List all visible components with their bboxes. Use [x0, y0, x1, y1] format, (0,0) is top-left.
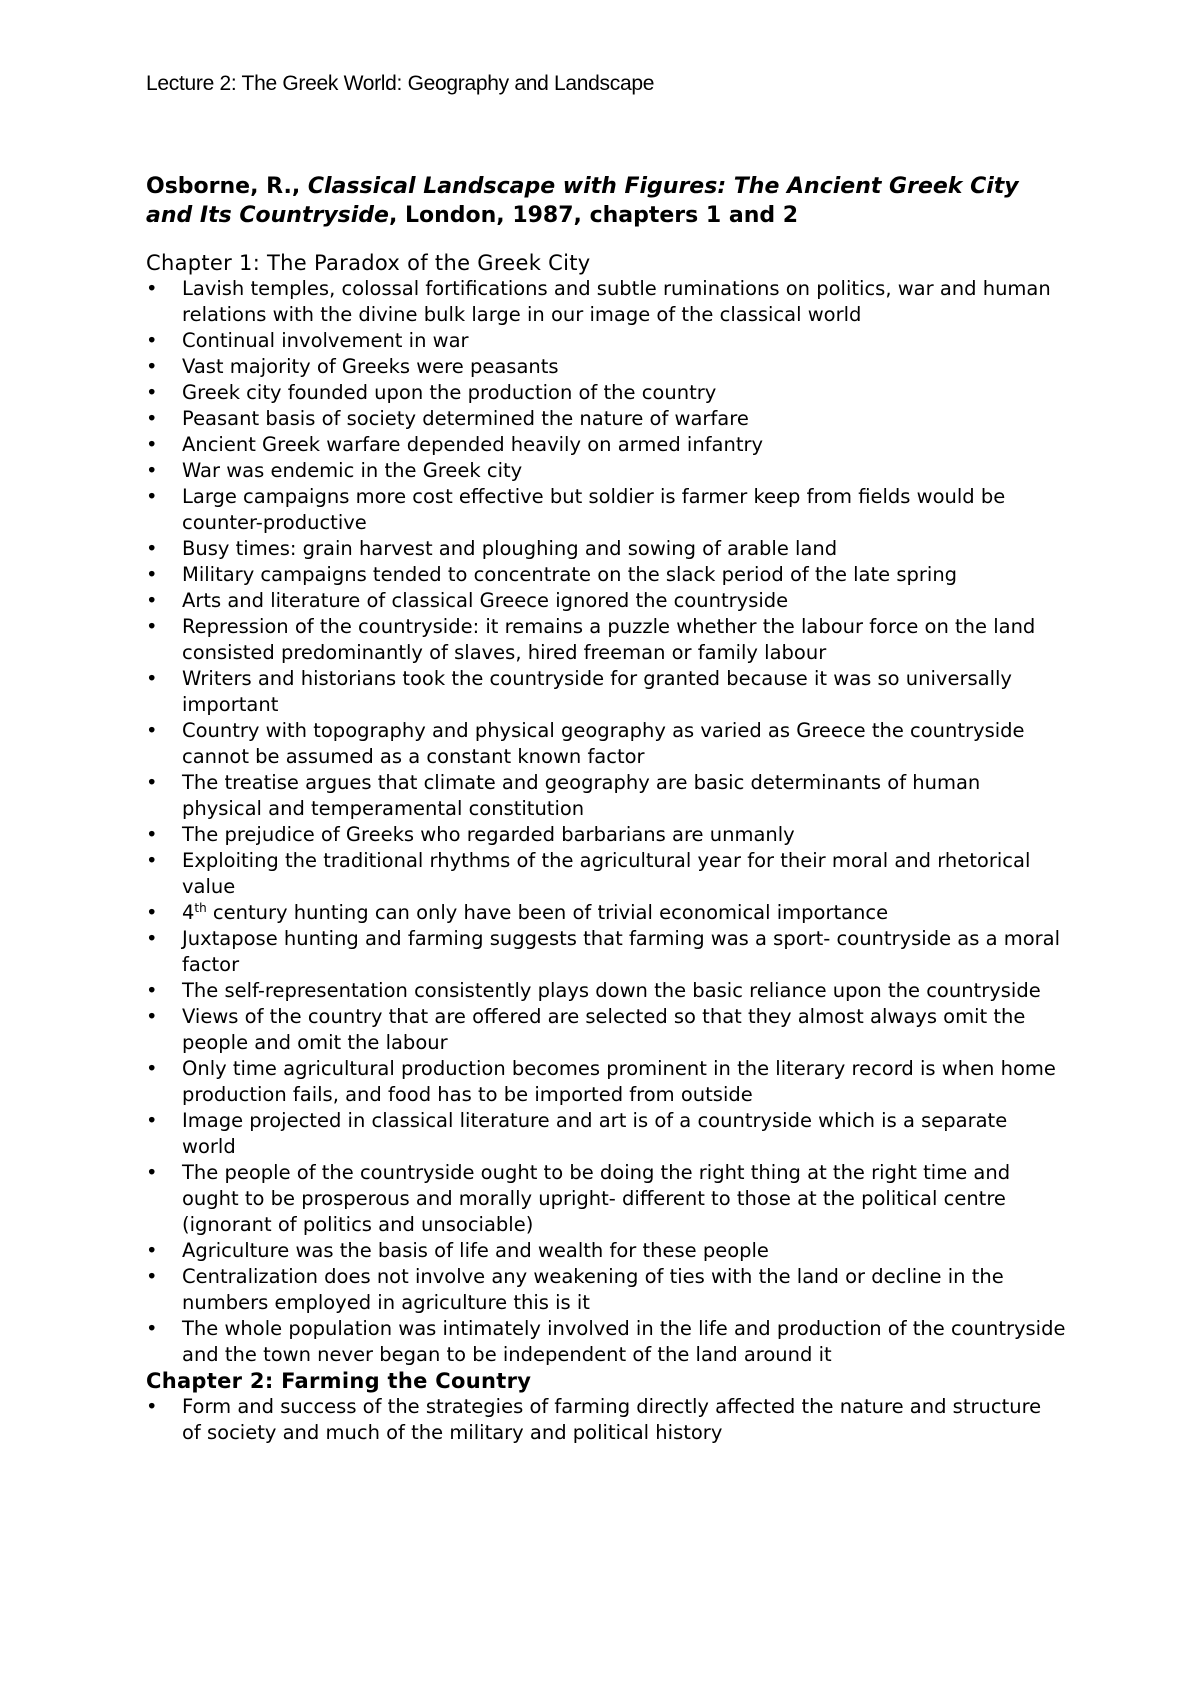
list-item [146, 1264, 1066, 1316]
bullet-marker: • [146, 459, 158, 482]
list-item [146, 562, 1066, 588]
list-item-text-rest: century hunting can only have been of trivial economical importance [206, 901, 889, 924]
bullet-marker: • [146, 589, 158, 612]
list-item [146, 536, 1066, 562]
bullet-marker: • [146, 1109, 158, 1132]
list-item [146, 432, 1066, 458]
bullet-marker: • [146, 823, 158, 846]
list-item-text: Lavish temples, colossal fortifications and subtle ruminations on politics, war and human relations with the divine bulk large in our image of the classical world [182, 277, 1051, 326]
chapter-2-heading: Chapter 2: Farming the Country [146, 1369, 532, 1393]
ordinal-suffix: th [194, 901, 207, 915]
reference-author: Osborne, R., [146, 174, 308, 199]
list-item-text: Greek city founded upon the production of the country [182, 381, 717, 404]
list-item-text: Busy times: grain harvest and ploughing and sowing of arable land [182, 537, 838, 560]
reference-details: , London, 1987, chapters 1 and 2 [388, 203, 799, 228]
list-item-text: Image projected in classical literature and art is of a countryside which is a separate world [182, 1109, 1008, 1158]
list-item-text: Arts and literature of classical Greece ignored the countryside [182, 589, 789, 612]
list-item [146, 354, 1066, 380]
chapter-1-bullet-list [146, 276, 1066, 1368]
list-item-text: Repression of the countryside: it remains a puzzle whether the labour force on the land consisted predominantly of slaves, hired freeman or family labour [182, 615, 1036, 664]
list-item [146, 1108, 1066, 1160]
list-item-text: Peasant basis of society determined the nature of warfare [182, 407, 749, 430]
list-item [146, 666, 1066, 718]
list-item [146, 328, 1066, 354]
list-item-text: Vast majority of Greeks were peasants [182, 355, 559, 378]
list-item-text: Large campaigns more cost effective but soldier is farmer keep from fields would be counter-productive [182, 485, 1006, 534]
list-item-text: Continual involvement in war [182, 329, 469, 352]
bullet-marker: • [146, 1265, 158, 1288]
list-item-text: Views of the country that are offered are selected so that they almost always omit the people and omit the labour [182, 1005, 1026, 1054]
bullet-marker: • [146, 719, 158, 742]
chapter-1-heading: Chapter 1: The Paradox of the Greek City [146, 251, 591, 275]
list-item-text: Country with topography and physical geography as varied as Greece the countryside cannot be assumed as a constant known factor [182, 719, 1025, 768]
list-item [146, 406, 1066, 432]
list-item-text: 4 [182, 901, 195, 924]
bullet-marker: • [146, 381, 158, 404]
list-item-text: Ancient Greek warfare depended heavily on armed infantry [182, 433, 764, 456]
list-item-text: The self-representation consistently plays down the basic reliance upon the countryside [182, 979, 1041, 1002]
bullet-marker: • [146, 615, 158, 638]
list-item [146, 1160, 1066, 1238]
bullet-marker: • [146, 1395, 158, 1418]
bullet-marker: • [146, 277, 158, 300]
bullet-marker: • [146, 901, 158, 924]
list-item-text: War was endemic in the Greek city [182, 459, 523, 482]
list-item [146, 770, 1066, 822]
bullet-marker: • [146, 407, 158, 430]
reference-book-title: Classical Landscape with Figures: The Ancient Greek City and Its Countryside [146, 174, 1019, 228]
list-item-text: The prejudice of Greeks who regarded barbarians are unmanly [182, 823, 795, 846]
list-item [146, 848, 1066, 900]
bullet-marker: • [146, 1057, 158, 1080]
bullet-marker: • [146, 433, 158, 456]
chapter-2-bullet-list [146, 1394, 1066, 1446]
bullet-marker: • [146, 563, 158, 586]
bullet-marker: • [146, 1161, 158, 1184]
bullet-marker: • [146, 667, 158, 690]
list-item-text: The treatise argues that climate and geography are basic determinants of human physical and temperamental constitution [182, 771, 981, 820]
list-item [146, 822, 1066, 848]
list-item-text: Juxtapose hunting and farming suggests that farming was a sport- countryside as a moral factor [182, 927, 1061, 976]
bullet-marker: • [146, 329, 158, 352]
bullet-marker: • [146, 849, 158, 872]
list-item-text: Form and success of the strategies of farming directly affected the nature and structure of society and much of the military and political history [182, 1395, 1042, 1444]
list-item [146, 1056, 1066, 1108]
list-item-text: Exploiting the traditional rhythms of the agricultural year for their moral and rhetorical value [182, 849, 1031, 898]
list-item-text: Agriculture was the basis of life and wealth for these people [182, 1239, 769, 1262]
list-item [146, 380, 1066, 406]
bullet-marker: • [146, 1239, 158, 1262]
list-item-text: Military campaigns tended to concentrate on the slack period of the late spring [182, 563, 958, 586]
bullet-marker: • [146, 1317, 158, 1340]
list-item [146, 1238, 1066, 1264]
list-item-text: The people of the countryside ought to be doing the right thing at the right time and ought to be prosperous and morally upright- different to those at the political centre (ignorant of politics and unsociable) [182, 1161, 1011, 1236]
list-item [146, 978, 1066, 1004]
bullet-marker: • [146, 537, 158, 560]
list-item [146, 926, 1066, 978]
bibliographic-reference [146, 172, 1066, 230]
list-item [146, 1394, 1066, 1446]
list-item-text: Only time agricultural production becomes prominent in the literary record is when home production fails, and food has to be imported from outside [182, 1057, 1056, 1106]
list-item [146, 276, 1066, 328]
document-body [146, 172, 1066, 1446]
bullet-marker: • [146, 1005, 158, 1028]
bullet-marker: • [146, 979, 158, 1002]
bullet-marker: • [146, 355, 158, 378]
list-item [146, 900, 1066, 926]
list-item-text: Writers and historians took the countryside for granted because it was so universally important [182, 667, 1012, 716]
list-item-text: Centralization does not involve any weakening of ties with the land or decline in the numbers employed in agriculture this is it [182, 1265, 1004, 1314]
bullet-marker: • [146, 771, 158, 794]
bullet-marker: • [146, 485, 158, 508]
lecture-title: Lecture 2: The Greek World: Geography and Landscape [146, 72, 655, 95]
list-item [146, 1316, 1066, 1368]
list-item [146, 1004, 1066, 1056]
list-item-text: The whole population was intimately involved in the life and production of the countryside and the town never began to be independent of the land around it [182, 1317, 1066, 1366]
list-item [146, 458, 1066, 484]
bullet-marker: • [146, 927, 158, 950]
list-item [146, 588, 1066, 614]
list-item [146, 614, 1066, 666]
list-item [146, 484, 1066, 536]
list-item [146, 718, 1066, 770]
